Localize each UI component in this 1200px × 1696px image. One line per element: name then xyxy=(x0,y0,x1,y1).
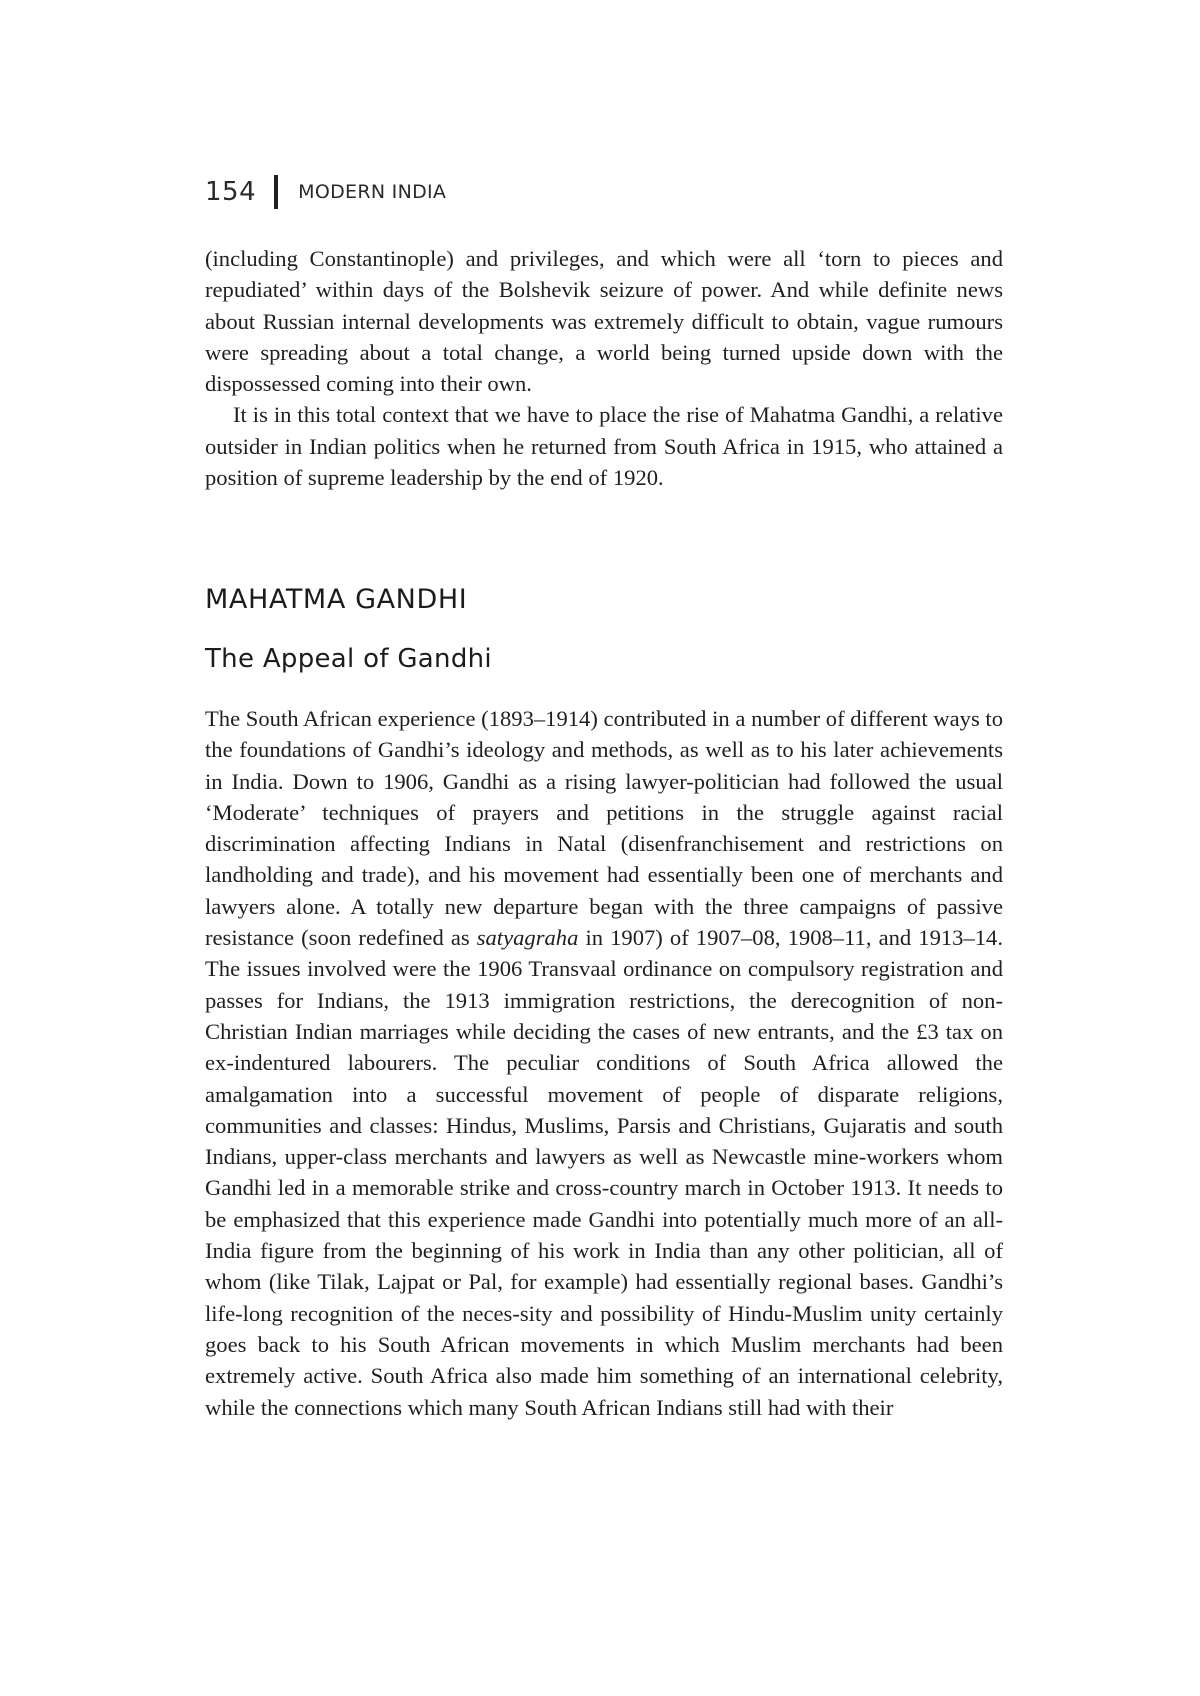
opening-text-block xyxy=(205,243,1003,493)
context-paragraph: It is in this total context that we have to place the rise of Mahatma Gandhi, a relative outsider in Indian politics when he returned from South Africa in 1915, who attained a position of supreme leadership by the end of 1920. xyxy=(205,402,1003,491)
main-text-block xyxy=(205,703,1003,1423)
running-head-title: MODERN INDIA xyxy=(298,181,447,203)
section-heading: MAHATMA GANDHI xyxy=(205,584,468,615)
continuation-paragraph: (including Constantinople) and privileges, and which were all ‘torn to pieces and repudiated’ within days of the Bolshevik seizure of power. And while definite news about Russian internal developments was extremely difficult to obtain, vague rumours were spreading about a total change, a world being turned upside down with the dispossessed coming into their own. xyxy=(205,246,1003,397)
body-paragraph xyxy=(205,703,1003,1423)
italic-term: satyagraha xyxy=(476,925,579,951)
section-subheading: The Appeal of Gandhi xyxy=(205,644,492,674)
header-divider xyxy=(274,175,278,209)
running-head xyxy=(205,172,446,212)
body-text-part-2: in 1907) of 1907–08, 1908–11, and 1913–14. The issues involved were the 1906 Transvaal ordinance on compulsory registration and passes for Indians, the 1913 immigration restrictions, the derecognition of non-Christian Indian marriages while deciding the cases of new entrants, and the £3 tax on ex-indentured labourers. The peculiar conditions of South Africa allowed the amalgamation into a successful movement of people of disparate religions, communities and classes: Hindus, Muslims, Parsis and Christians, Gujaratis and south Indians, upper-class merchants and lawyers as well as Newcastle mine-workers whom Gandhi led in a memorable strike and cross-country march in October 1913. It needs to be emphasized that this experience made Gandhi into potentially much more of an all-India figure from the beginning of his work in India than any other politician, all of whom (like Tilak, Lajpat or Pal, for example) had essentially regional bases. Gandhi’s life-long recognition of the neces-sity and possibility of Hindu-Muslim unity certainly goes back to his South African movements in which Muslim merchants had been extremely active. South Africa also made him something of an international celebrity, while the connections which many South African Indians still had with their xyxy=(205,925,1004,1420)
body-text-part-1: The South African experience (1893–1914) contributed in a number of different ways to the foundations of Gandhi’s ideology and methods, as well as to his later achievements in India. Down to 1906, Gandhi as a rising lawyer-politician had followed the usual ‘Moderate’ techniques of prayers and petitions in the struggle against racial discrimination affecting Indians in Natal (disenfranchisement and restrictions on landholding and trade), and his movement had essentially been one of merchants and lawyers alone. A totally new departure began with the three campaigns of passive resistance (soon redefined as xyxy=(205,706,1003,951)
page-number: 154 xyxy=(205,177,257,207)
